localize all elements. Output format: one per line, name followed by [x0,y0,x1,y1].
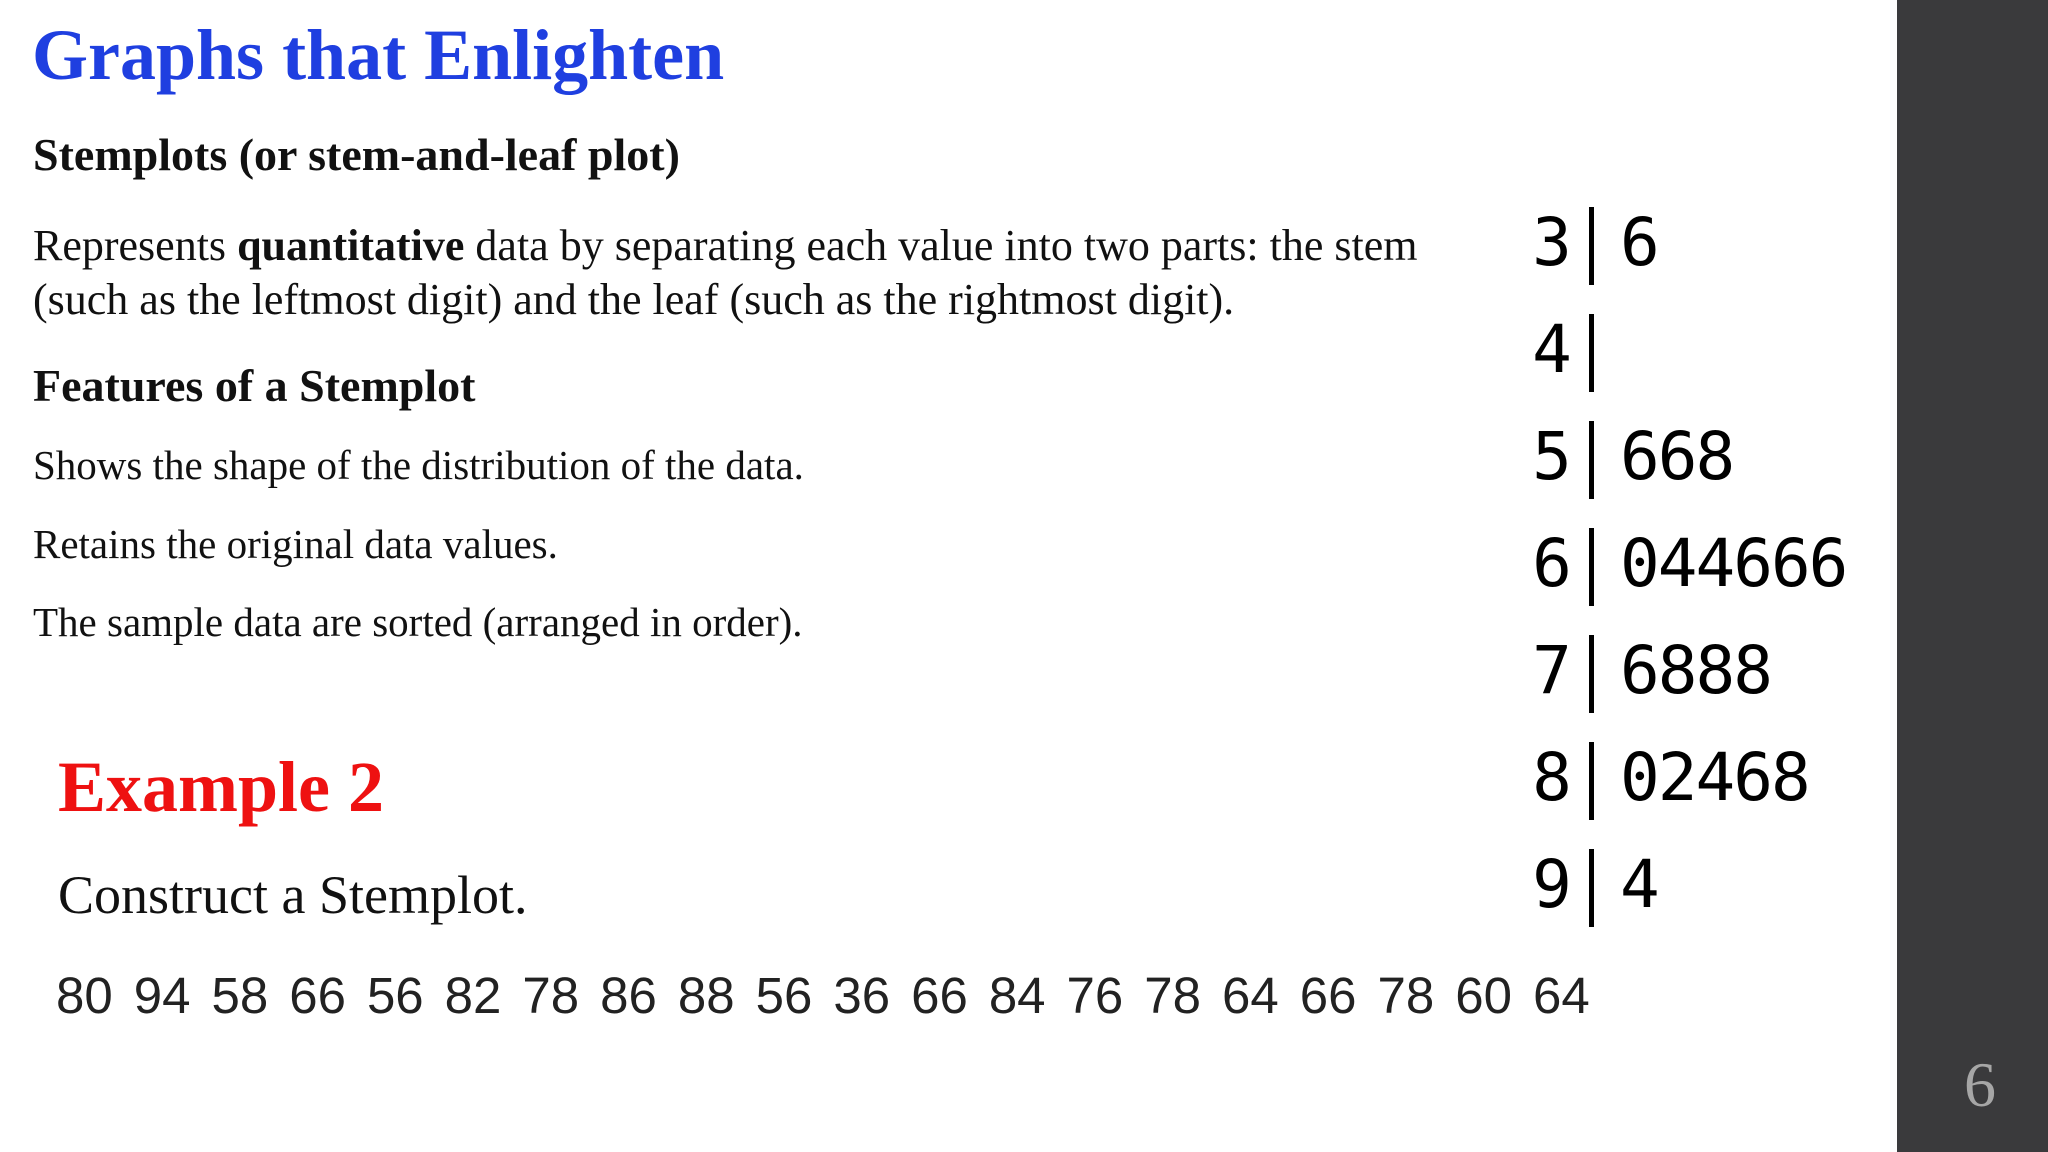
slide-sidebar [1897,0,2048,1152]
leaf-values: 668 [1620,418,1734,495]
data-value: 78 [1377,967,1435,1024]
stem-divider [1589,421,1594,499]
data-value: 64 [1222,967,1279,1024]
data-value: 78 [522,967,580,1024]
section-heading-stemplots: Stemplots (or stem-and-leaf plot) [33,129,680,180]
data-value: 58 [211,967,269,1024]
stemplot-row [1510,730,1890,837]
stemplot-description [33,219,1463,327]
slide-number: 6 [1964,1049,1996,1120]
description-prefix: Represents [33,221,238,270]
stem-value: 3 [1532,204,1572,281]
feature-item: Retains the original data values. [33,521,558,567]
sample-data-values [56,966,1611,1025]
stem-value: 4 [1532,311,1572,388]
stemplot-row [1510,195,1890,302]
data-value: 66 [1299,967,1357,1024]
stemplot-row [1510,623,1890,730]
leaf-values: 02468 [1620,739,1809,816]
stem-divider [1589,849,1594,927]
data-value: 84 [988,967,1046,1024]
data-value: 94 [133,967,191,1024]
stem-divider [1589,314,1594,392]
data-value: 66 [289,967,346,1024]
features-heading: Features of a Stemplot [33,360,476,411]
stemplot-row [1510,302,1890,409]
data-value: 56 [366,967,424,1024]
data-value: 80 [56,967,113,1024]
description-suffix: data by separating each value into two parts: the stem (such as the leftmost digit) and the leaf (such as the rightmost digit). [33,221,1418,324]
data-value: 76 [1066,967,1124,1024]
feature-item: The sample data are sorted (arranged in order). [33,599,803,645]
stem-divider [1589,742,1594,820]
data-value: 36 [833,967,891,1024]
stem-divider [1589,528,1594,606]
example-title: Example 2 [58,747,385,827]
stem-value: 6 [1532,525,1572,602]
leaf-values: 4 [1620,846,1658,923]
data-value: 78 [1144,967,1202,1024]
feature-item: Shows the shape of the distribution of the data. [33,442,804,488]
leaf-values: 044666 [1620,525,1847,602]
stem-value: 9 [1532,846,1572,923]
stemplot-figure [1510,195,1890,944]
slide-title: Graphs that Enlighten [32,15,725,95]
data-value: 66 [911,967,968,1024]
stem-divider [1589,207,1594,285]
stemplot-row [1510,516,1890,623]
stem-value: 8 [1532,739,1572,816]
stemplot-row [1510,409,1890,516]
leaf-values: 6 [1620,204,1658,281]
data-value: 86 [600,967,657,1024]
data-value: 56 [755,967,813,1024]
data-value: 82 [444,967,502,1024]
leaf-values: 6888 [1620,632,1771,709]
stem-value: 5 [1532,418,1572,495]
data-value: 88 [677,967,735,1024]
example-instruction: Construct a Stemplot. [58,865,528,925]
stem-divider [1589,635,1594,713]
stemplot-row [1510,837,1890,944]
stem-value: 7 [1532,632,1572,709]
description-bold-term: quantitative [237,221,465,270]
data-value: 60 [1455,967,1512,1024]
data-value: 64 [1532,967,1590,1024]
